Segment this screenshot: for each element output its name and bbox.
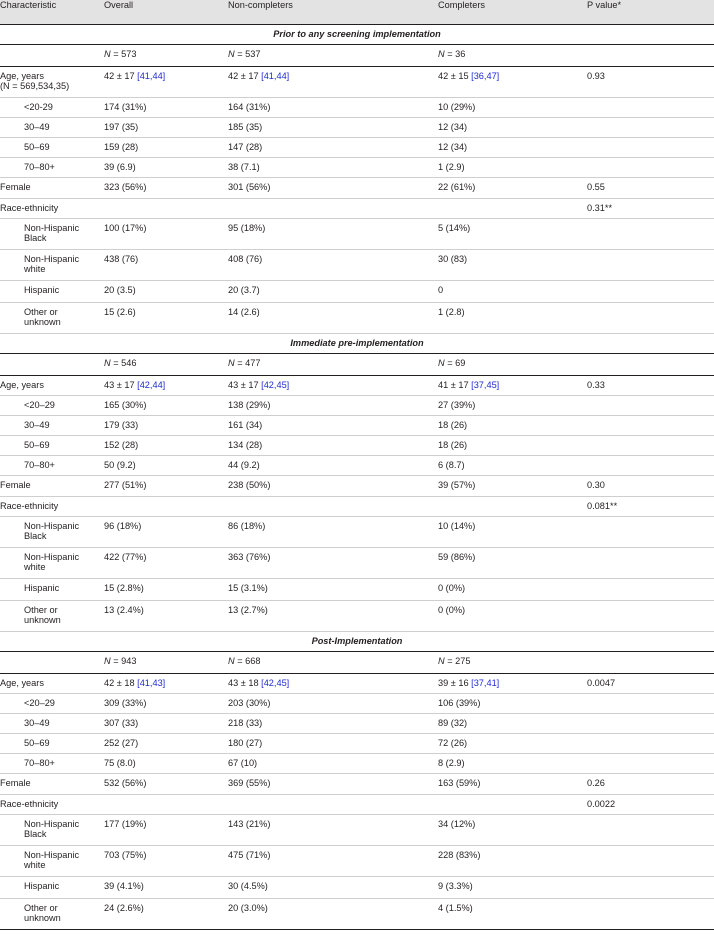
race-group-overall: 13 (2.4%)	[104, 600, 228, 631]
n-value-overall: = 943	[113, 655, 137, 666]
race-completers	[438, 198, 587, 218]
age-row	[0, 66, 714, 97]
race-row	[0, 198, 714, 218]
race-group-overall: 20 (3.5)	[104, 280, 228, 302]
age-row	[0, 375, 714, 395]
race-group-label: Hispanic	[24, 880, 60, 891]
age-group-pvalue	[587, 157, 714, 177]
race-group-label-line2: white	[24, 561, 46, 572]
age-group-label: 50–69	[0, 733, 104, 753]
race-group-overall: 39 (4.1%)	[104, 876, 228, 898]
race-overall	[104, 198, 228, 218]
race-group-label-cell	[0, 516, 104, 547]
age-group-noncompleters: 164 (31%)	[228, 97, 438, 117]
race-group-pvalue	[587, 845, 714, 876]
race-group-label: Other or	[24, 306, 58, 317]
race-group-label-line2: white	[24, 263, 46, 274]
age-group-label: 30–49	[0, 415, 104, 435]
age-mean-overall: 42 ± 17	[104, 70, 138, 81]
race-group-completers: 5 (14%)	[438, 218, 587, 249]
age-group-label: <20-29	[0, 97, 104, 117]
race-group-noncompleters: 408 (76)	[228, 249, 438, 280]
race-group-label-cell	[0, 302, 104, 333]
age-group-completers: 8 (2.9)	[438, 753, 587, 773]
age-group-row	[0, 693, 714, 713]
female-overall: 532 (56%)	[104, 773, 228, 794]
section-header-row	[0, 631, 714, 651]
race-group-label: Non-Hispanic	[24, 849, 80, 860]
age-row	[0, 673, 714, 693]
race-group-pvalue	[587, 280, 714, 302]
age-group-pvalue	[587, 753, 714, 773]
age-group-pvalue	[587, 455, 714, 475]
age-noncompleters	[228, 375, 438, 395]
age-group-pvalue	[587, 117, 714, 137]
age-group-completers: 10 (29%)	[438, 97, 587, 117]
race-group-label: Non-Hispanic	[24, 253, 80, 264]
age-group-row	[0, 97, 714, 117]
female-completers: 163 (59%)	[438, 773, 587, 794]
age-group-overall: 307 (33)	[104, 713, 228, 733]
age-group-overall: 75 (8.0)	[104, 753, 228, 773]
race-group-label-cell	[0, 249, 104, 280]
age-group-pvalue	[587, 733, 714, 753]
race-group-noncompleters: 14 (2.6)	[228, 302, 438, 333]
race-group-pvalue	[587, 814, 714, 845]
race-pvalue: 0.31**	[587, 198, 714, 218]
race-group-row	[0, 249, 714, 280]
age-group-completers: 89 (32)	[438, 713, 587, 733]
age-group-overall: 165 (30%)	[104, 395, 228, 415]
age-group-row	[0, 435, 714, 455]
race-group-completers: 0 (0%)	[438, 600, 587, 631]
n-symbol: N	[104, 655, 111, 666]
race-label: Race-ethnicity	[0, 198, 104, 218]
age-group-label: <20–29	[0, 693, 104, 713]
section-title: Prior to any screening implementation	[0, 24, 714, 44]
race-group-completers: 10 (14%)	[438, 516, 587, 547]
race-group-noncompleters: 86 (18%)	[228, 516, 438, 547]
race-group-label: Hispanic	[24, 284, 60, 295]
female-noncompleters: 369 (55%)	[228, 773, 438, 794]
race-group-label-cell	[0, 280, 104, 302]
age-group-overall: 252 (27)	[104, 733, 228, 753]
race-group-noncompleters: 143 (21%)	[228, 814, 438, 845]
age-group-overall: 179 (33)	[104, 415, 228, 435]
race-group-row	[0, 898, 714, 929]
race-group-label: Non-Hispanic	[24, 520, 80, 531]
race-group-overall: 96 (18%)	[104, 516, 228, 547]
age-group-row	[0, 455, 714, 475]
age-group-label: 70–80+	[0, 157, 104, 177]
age-ci-noncompleters: [42,45]	[261, 379, 290, 390]
n-completers	[438, 353, 587, 375]
race-label: Race-ethnicity	[0, 794, 104, 814]
age-label-cell	[0, 66, 104, 97]
age-pvalue: 0.0047	[587, 673, 714, 693]
age-ci-completers: [37,41]	[471, 677, 500, 688]
age-group-row	[0, 117, 714, 137]
n-value-completers: = 36	[447, 48, 466, 59]
n-completers	[438, 651, 587, 673]
age-group-row	[0, 415, 714, 435]
race-group-overall: 100 (17%)	[104, 218, 228, 249]
race-overall	[104, 794, 228, 814]
race-group-row	[0, 578, 714, 600]
age-ci-completers: [37,45]	[471, 379, 500, 390]
race-row	[0, 794, 714, 814]
age-ci-overall: [42,44]	[137, 379, 166, 390]
female-completers: 22 (61%)	[438, 177, 587, 198]
race-group-pvalue	[587, 876, 714, 898]
age-group-pvalue	[587, 137, 714, 157]
n-row	[0, 44, 714, 66]
n-symbol: N	[438, 48, 445, 59]
header-row	[0, 0, 714, 24]
race-group-label-cell	[0, 547, 104, 578]
n-symbol: N	[438, 357, 445, 368]
race-row	[0, 496, 714, 516]
age-group-overall: 39 (6.9)	[104, 157, 228, 177]
age-group-label: 70–80+	[0, 753, 104, 773]
n-pvalue	[587, 44, 714, 66]
section-title: Post-Implementation	[0, 631, 714, 651]
race-group-noncompleters: 13 (2.7%)	[228, 600, 438, 631]
race-group-label-cell	[0, 600, 104, 631]
female-noncompleters: 301 (56%)	[228, 177, 438, 198]
age-mean-overall: 42 ± 18	[104, 677, 138, 688]
n-symbol: N	[104, 357, 111, 368]
race-group-label-line2: Black	[24, 828, 47, 839]
n-label	[0, 44, 104, 66]
n-label	[0, 651, 104, 673]
race-group-row	[0, 814, 714, 845]
age-noncompleters	[228, 66, 438, 97]
race-group-overall: 422 (77%)	[104, 547, 228, 578]
race-group-overall: 15 (2.6)	[104, 302, 228, 333]
age-group-noncompleters: 180 (27)	[228, 733, 438, 753]
race-group-row	[0, 516, 714, 547]
age-ci-overall: [41,44]	[137, 70, 166, 81]
age-group-label: 30–49	[0, 117, 104, 137]
race-group-overall: 177 (19%)	[104, 814, 228, 845]
age-group-noncompleters: 147 (28)	[228, 137, 438, 157]
age-noncompleters	[228, 673, 438, 693]
header-pvalue: P value*	[587, 0, 714, 24]
age-group-noncompleters: 67 (10)	[228, 753, 438, 773]
age-mean-noncompleters: 43 ± 18	[228, 677, 262, 688]
age-group-noncompleters: 44 (9.2)	[228, 455, 438, 475]
n-symbol: N	[438, 655, 445, 666]
n-value-noncompleters: = 668	[237, 655, 261, 666]
race-noncompleters	[228, 794, 438, 814]
race-group-pvalue	[587, 218, 714, 249]
age-group-noncompleters: 218 (33)	[228, 713, 438, 733]
race-group-label-line2: unknown	[24, 614, 61, 625]
age-label: Age, years	[0, 379, 44, 390]
race-group-pvalue	[587, 578, 714, 600]
n-pvalue	[587, 651, 714, 673]
age-group-pvalue	[587, 97, 714, 117]
female-pvalue: 0.26	[587, 773, 714, 794]
race-group-pvalue	[587, 600, 714, 631]
race-group-pvalue	[587, 547, 714, 578]
age-ci-noncompleters: [42,45]	[261, 677, 290, 688]
race-group-pvalue	[587, 302, 714, 333]
age-group-noncompleters: 185 (35)	[228, 117, 438, 137]
age-mean-completers: 39 ± 16	[438, 677, 472, 688]
age-label-cell	[0, 673, 104, 693]
header-characteristic: Characteristic	[0, 0, 104, 24]
age-group-row	[0, 157, 714, 177]
race-group-row	[0, 845, 714, 876]
race-group-completers: 0	[438, 280, 587, 302]
age-ci-overall: [41,43]	[137, 677, 166, 688]
n-noncompleters	[228, 44, 438, 66]
age-completers	[438, 673, 587, 693]
age-group-pvalue	[587, 395, 714, 415]
age-mean-completers: 42 ± 15	[438, 70, 472, 81]
n-value-overall: = 546	[113, 357, 137, 368]
race-pvalue: 0.081**	[587, 496, 714, 516]
header-overall: Overall	[104, 0, 228, 24]
race-group-label: Non-Hispanic	[24, 551, 80, 562]
n-pvalue	[587, 353, 714, 375]
race-group-label-line2: unknown	[24, 316, 61, 327]
race-completers	[438, 794, 587, 814]
n-value-noncompleters: = 477	[237, 357, 261, 368]
age-group-noncompleters: 38 (7.1)	[228, 157, 438, 177]
race-group-row	[0, 280, 714, 302]
race-group-completers: 59 (86%)	[438, 547, 587, 578]
race-group-overall: 24 (2.6%)	[104, 898, 228, 929]
age-ci-noncompleters: [41,44]	[261, 70, 290, 81]
age-group-label: 50–69	[0, 435, 104, 455]
race-group-completers: 4 (1.5%)	[438, 898, 587, 929]
age-group-overall: 197 (35)	[104, 117, 228, 137]
female-label: Female	[0, 773, 104, 794]
age-group-completers: 12 (34)	[438, 137, 587, 157]
n-overall	[104, 353, 228, 375]
n-row	[0, 651, 714, 673]
age-pvalue: 0.33	[587, 375, 714, 395]
race-group-label-line2: Black	[24, 530, 47, 541]
race-group-completers: 0 (0%)	[438, 578, 587, 600]
female-noncompleters: 238 (50%)	[228, 475, 438, 496]
age-group-completers: 106 (39%)	[438, 693, 587, 713]
age-group-overall: 159 (28)	[104, 137, 228, 157]
female-pvalue: 0.30	[587, 475, 714, 496]
race-group-row	[0, 302, 714, 333]
age-mean-overall: 43 ± 17	[104, 379, 138, 390]
age-group-completers: 27 (39%)	[438, 395, 587, 415]
age-mean-noncompleters: 43 ± 17	[228, 379, 262, 390]
race-group-label: Other or	[24, 902, 58, 913]
age-group-label: 50–69	[0, 137, 104, 157]
header-noncompleters: Non-completers	[228, 0, 438, 24]
race-group-row	[0, 876, 714, 898]
age-group-row	[0, 713, 714, 733]
section-header-row	[0, 333, 714, 353]
race-group-label-cell	[0, 898, 104, 929]
n-symbol: N	[228, 357, 235, 368]
race-group-row	[0, 547, 714, 578]
race-group-label-line2: white	[24, 859, 46, 870]
n-symbol: N	[228, 48, 235, 59]
race-label: Race-ethnicity	[0, 496, 104, 516]
age-overall	[104, 66, 228, 97]
age-group-completers: 1 (2.9)	[438, 157, 587, 177]
age-sublabel: (N = 569,534,35)	[0, 80, 70, 91]
age-mean-noncompleters: 42 ± 17	[228, 70, 262, 81]
race-group-label: Other or	[24, 604, 58, 615]
n-value-completers: = 275	[447, 655, 471, 666]
race-pvalue: 0.0022	[587, 794, 714, 814]
race-group-noncompleters: 30 (4.5%)	[228, 876, 438, 898]
age-group-overall: 152 (28)	[104, 435, 228, 455]
age-group-overall: 174 (31%)	[104, 97, 228, 117]
age-ci-completers: [36,47]	[471, 70, 500, 81]
female-label: Female	[0, 177, 104, 198]
age-group-pvalue	[587, 713, 714, 733]
age-overall	[104, 375, 228, 395]
race-group-label-line2: Black	[24, 232, 47, 243]
age-label: Age, years	[0, 677, 44, 688]
age-group-row	[0, 137, 714, 157]
age-group-completers: 12 (34)	[438, 117, 587, 137]
age-group-completers: 6 (8.7)	[438, 455, 587, 475]
section-title: Immediate pre-implementation	[0, 333, 714, 353]
race-group-label: Hispanic	[24, 582, 60, 593]
female-label: Female	[0, 475, 104, 496]
race-group-label-cell	[0, 578, 104, 600]
race-group-label-cell	[0, 876, 104, 898]
age-group-noncompleters: 161 (34)	[228, 415, 438, 435]
n-row	[0, 353, 714, 375]
age-label-cell	[0, 375, 104, 395]
race-group-completers: 228 (83%)	[438, 845, 587, 876]
header-completers: Completers	[438, 0, 587, 24]
race-group-pvalue	[587, 249, 714, 280]
race-group-label-cell	[0, 845, 104, 876]
female-row	[0, 773, 714, 794]
race-group-pvalue	[587, 898, 714, 929]
female-overall: 323 (56%)	[104, 177, 228, 198]
n-completers	[438, 44, 587, 66]
race-group-completers: 1 (2.8)	[438, 302, 587, 333]
age-group-pvalue	[587, 693, 714, 713]
n-symbol: N	[104, 48, 111, 59]
race-group-noncompleters: 95 (18%)	[228, 218, 438, 249]
n-symbol: N	[228, 655, 235, 666]
age-group-row	[0, 753, 714, 773]
n-label	[0, 353, 104, 375]
race-group-noncompleters: 20 (3.0%)	[228, 898, 438, 929]
race-group-completers: 34 (12%)	[438, 814, 587, 845]
race-group-label-cell	[0, 218, 104, 249]
race-group-label: Non-Hispanic	[24, 222, 80, 233]
female-pvalue: 0.55	[587, 177, 714, 198]
age-group-overall: 309 (33%)	[104, 693, 228, 713]
race-group-row	[0, 600, 714, 631]
race-group-label: Non-Hispanic	[24, 818, 80, 829]
race-overall	[104, 496, 228, 516]
race-group-noncompleters: 20 (3.7)	[228, 280, 438, 302]
n-value-noncompleters: = 537	[237, 48, 261, 59]
race-group-overall: 15 (2.8%)	[104, 578, 228, 600]
race-group-overall: 703 (75%)	[104, 845, 228, 876]
section-header-row	[0, 24, 714, 44]
female-row	[0, 177, 714, 198]
race-group-row	[0, 218, 714, 249]
race-group-completers: 9 (3.3%)	[438, 876, 587, 898]
age-group-noncompleters: 134 (28)	[228, 435, 438, 455]
age-overall	[104, 673, 228, 693]
age-group-noncompleters: 203 (30%)	[228, 693, 438, 713]
age-group-label: 70–80+	[0, 455, 104, 475]
age-group-completers: 72 (26)	[438, 733, 587, 753]
race-noncompleters	[228, 496, 438, 516]
age-label: Age, years	[0, 70, 44, 81]
n-value-overall: = 573	[113, 48, 137, 59]
age-group-label: 30–49	[0, 713, 104, 733]
n-overall	[104, 651, 228, 673]
age-group-row	[0, 395, 714, 415]
age-group-completers: 18 (26)	[438, 415, 587, 435]
age-group-noncompleters: 138 (29%)	[228, 395, 438, 415]
age-completers	[438, 375, 587, 395]
race-completers	[438, 496, 587, 516]
age-completers	[438, 66, 587, 97]
n-value-completers: = 69	[447, 357, 466, 368]
race-group-pvalue	[587, 516, 714, 547]
race-noncompleters	[228, 198, 438, 218]
female-completers: 39 (57%)	[438, 475, 587, 496]
race-group-noncompleters: 363 (76%)	[228, 547, 438, 578]
race-group-label-cell	[0, 814, 104, 845]
age-group-overall: 50 (9.2)	[104, 455, 228, 475]
race-group-completers: 30 (83)	[438, 249, 587, 280]
race-group-label-line2: unknown	[24, 912, 61, 923]
age-pvalue: 0.93	[587, 66, 714, 97]
female-overall: 277 (51%)	[104, 475, 228, 496]
age-group-pvalue	[587, 435, 714, 455]
age-group-completers: 18 (26)	[438, 435, 587, 455]
race-group-noncompleters: 475 (71%)	[228, 845, 438, 876]
age-group-label: <20–29	[0, 395, 104, 415]
race-group-noncompleters: 15 (3.1%)	[228, 578, 438, 600]
n-noncompleters	[228, 353, 438, 375]
age-group-row	[0, 733, 714, 753]
n-overall	[104, 44, 228, 66]
age-group-pvalue	[587, 415, 714, 435]
n-noncompleters	[228, 651, 438, 673]
age-mean-completers: 41 ± 17	[438, 379, 472, 390]
female-row	[0, 475, 714, 496]
race-group-overall: 438 (76)	[104, 249, 228, 280]
